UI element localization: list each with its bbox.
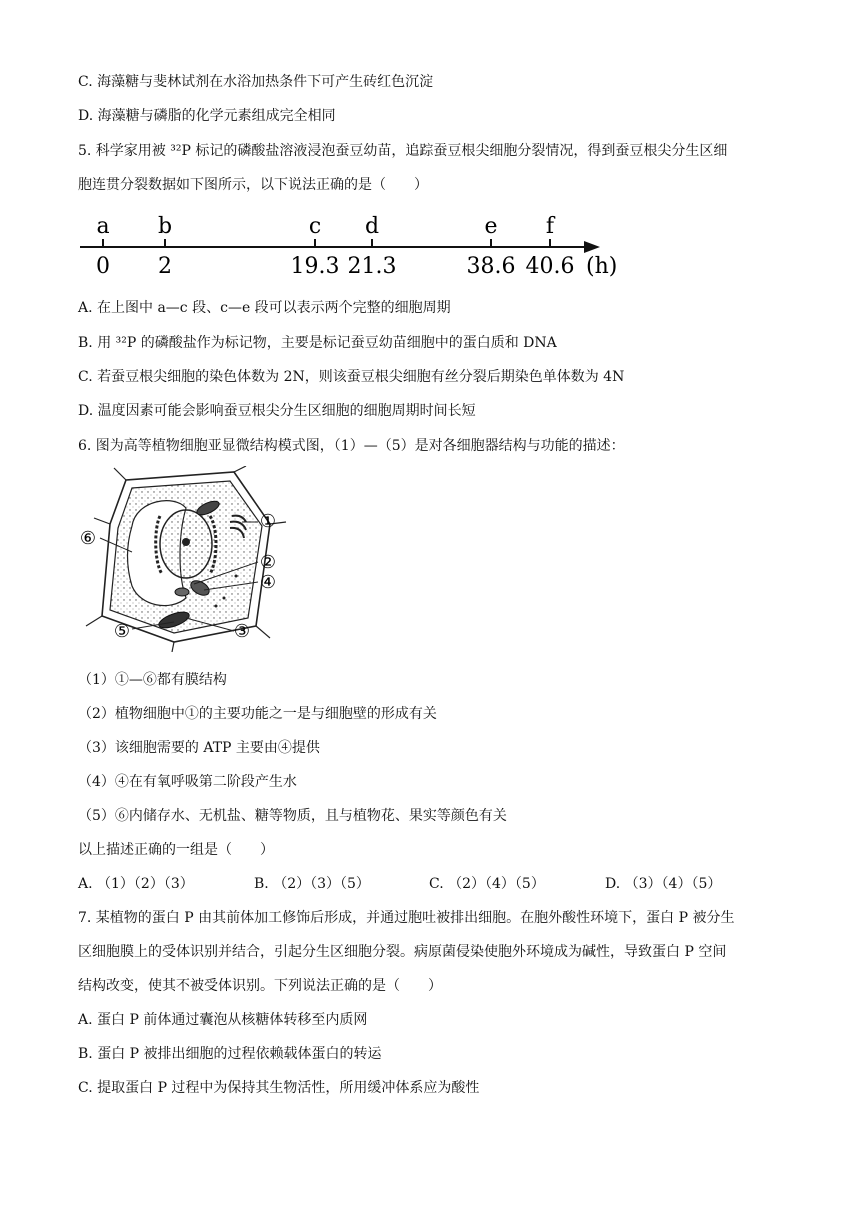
q6-option-d: D. （3）（4）（5） [605, 876, 722, 892]
q6-statement-2: （2）植物细胞中①的主要功能之一是与细胞壁的形成有关 [78, 706, 437, 722]
timeline-value-f: 40.6 [525, 254, 575, 279]
timeline-value-b: 2 [158, 254, 172, 279]
label-3: ③ [233, 621, 251, 642]
timeline-value-c: 19.3 [290, 254, 340, 279]
timeline-letter-d: d [364, 214, 380, 239]
q7-option-c: C. 提取蛋白 P 过程中为保持其生物活性，所用缓冲体系应为酸性 [78, 1080, 480, 1096]
q6-statement-1: （1）①—⑥都有膜结构 [78, 672, 227, 688]
q4-option-c: C. 海藻糖与斐林试剂在水浴加热条件下可产生砖红色沉淀 [78, 74, 434, 90]
timeline-letter-a: a [96, 214, 110, 239]
label-6: ⑥ [79, 528, 97, 549]
q6-option-c: C. （2）（4）（5） [429, 876, 545, 892]
q5-option-c: C. 若蚕豆根尖细胞的染色体数为 2N，则该蚕豆根尖细胞有丝分裂后期染色单体数为 4N [78, 369, 625, 385]
q7-stem-line3: 结构改变，使其不被受体识别。下列说法正确的是（ ） [78, 978, 442, 994]
timeline-letter-b: b [157, 214, 173, 239]
plant-cell-diagram [74, 466, 288, 652]
q6-stem: 6. 图为高等植物细胞亚显微结构模式图，（1）—（5）是对各细胞器结构与功能的描述： [78, 438, 625, 454]
q6-statement-5: （5）⑥内储存水、无机盐、糖等物质，且与植物花、果实等颜色有关 [78, 808, 507, 824]
q4-option-d: D. 海藻糖与磷脂的化学元素组成完全相同 [78, 108, 336, 124]
nucleolus [182, 538, 190, 546]
q5-stem-line2: 胞连贯分裂数据如下图所示，以下说法正确的是（ ） [78, 177, 428, 193]
q5-option-a: A. 在上图中 a—c 段、c—e 段可以表示两个完整的细胞周期 [78, 300, 451, 316]
q6-question: 以上描述正确的一组是（ ） [78, 842, 274, 858]
q7-stem-line2: 区细胞膜上的受体识别并结合，引起分生区细胞分裂。病原菌侵染使胞外环境成为碱性，导致蛋白 P 空间 [78, 944, 727, 960]
cell-cycle-timeline [70, 205, 630, 285]
timeline-letter-e: e [484, 214, 498, 239]
q7-option-b: B. 蛋白 P 被排出细胞的过程依赖载体蛋白的转运 [78, 1046, 382, 1062]
label-5: ⑤ [113, 621, 131, 642]
q6-statement-3: （3）该细胞需要的 ATP 主要由④提供 [78, 740, 320, 756]
timeline-value-d: 21.3 [347, 254, 397, 279]
q5-option-b: B. 用 ³²P 的磷酸盐作为标记物，主要是标记蚕豆幼苗细胞中的蛋白质和 DNA [78, 335, 557, 351]
label-1: ① [259, 511, 277, 532]
timeline-value-a: 0 [96, 254, 110, 279]
q5-option-d: D. 温度因素可能会影响蚕豆根尖分生区细胞的细胞周期时间长短 [78, 403, 476, 419]
q5-stem-line1: 5. 科学家用被 ³²P 标记的磷酸盐溶液浸泡蚕豆幼苗，追踪蚕豆根尖细胞分裂情况，得到蚕豆根尖分生区细 [78, 143, 728, 159]
q6-statement-4: （4）④在有氧呼吸第二阶段产生水 [78, 774, 297, 790]
label-4: ④ [259, 572, 277, 593]
label-2: ② [259, 552, 277, 573]
timeline-letter-c: c [308, 214, 322, 239]
q6-option-a: A. （1）（2）（3） [78, 876, 194, 892]
timeline-unit: (h) [586, 254, 618, 279]
timeline-letter-f: f [545, 214, 555, 239]
timeline-arrowhead [584, 241, 600, 253]
timeline-value-e: 38.6 [466, 254, 516, 279]
q7-option-a: A. 蛋白 P 前体通过囊泡从核糖体转移至内质网 [78, 1012, 368, 1028]
q6-option-b: B. （2）（3）（5） [254, 876, 370, 892]
q7-stem-line1: 7. 某植物的蛋白 P 由其前体加工修饰后形成，并通过胞吐被排出细胞。在胞外酸性环境下，蛋白 P 被分生 [78, 910, 735, 926]
